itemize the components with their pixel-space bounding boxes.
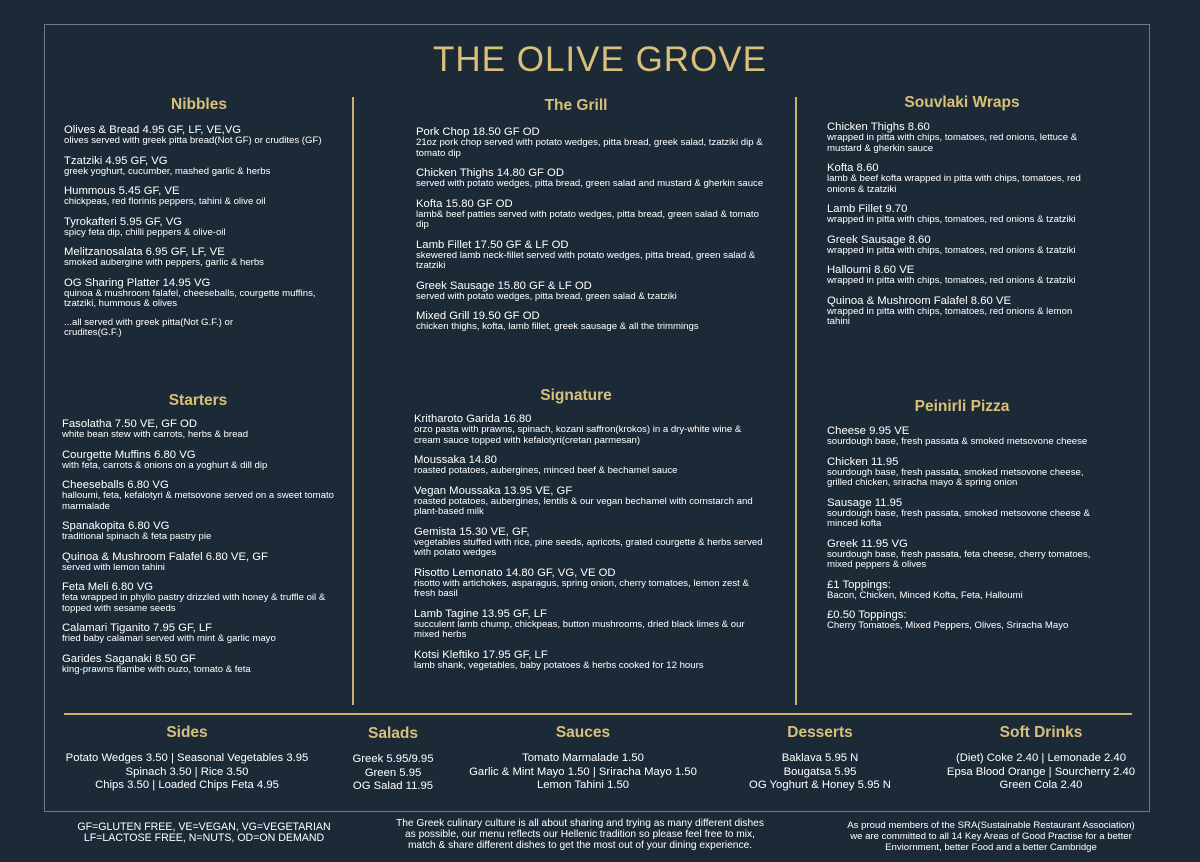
menu-item-description: risotto with artichokes, asparagus, spring onion, cherry tomatoes, lemon zest & fresh basil <box>414 577 749 599</box>
drinks-section <box>926 724 1156 793</box>
menu-item-name: Kritharoto Garida 16.80 <box>414 413 532 425</box>
menu-item-description: lamb shank, vegetables, baby potatoes & herbs cooked for 12 hours <box>414 659 704 671</box>
menu-item <box>414 526 766 559</box>
grill-section <box>416 97 766 341</box>
menu-item <box>827 456 1097 489</box>
allergen-legend <box>62 822 346 844</box>
menu-item <box>64 216 334 239</box>
menu-item-name: Sausage 11.95 <box>827 496 903 509</box>
menu-item <box>416 198 766 231</box>
menu-item-description: feta wrapped in phyllo pastry drizzled with honey & truffle oil & topped with sesame seeds <box>62 592 326 614</box>
legend-line: GF=GLUTEN FREE, VE=VEGAN, VG=VEGETARIAN <box>77 821 331 833</box>
menu-item <box>416 126 766 159</box>
salads-line: Green 5.95 <box>364 766 422 779</box>
nibbles-note: ...all served with greek pitta(Not G.F.) or crudites(G.F.) <box>64 316 234 338</box>
menu-item <box>827 295 1097 328</box>
menu-item-description: wrapped in pitta with chips, tomatoes, red onions & tzatziki <box>827 244 1076 256</box>
sra-note <box>818 820 1164 853</box>
menu-item-name: £0.50 Toppings: <box>827 609 907 621</box>
menu-item-name: Feta Meli 6.80 VG <box>62 581 154 593</box>
pizza-section <box>827 398 1097 640</box>
menu-item-description: white bean stew with carrots, herbs & bread <box>62 429 249 440</box>
menu-item <box>62 479 334 512</box>
menu-item-description: sourdough base, fresh passata, feta cheese, cherry tomatoes, mixed peppers & olives <box>827 548 1091 570</box>
menu-item <box>414 413 766 446</box>
souvlaki-title: Souvlaki Wraps <box>904 94 1020 111</box>
souvlaki-section <box>827 94 1097 336</box>
menu-item-name: Halloumi 8.60 VE <box>827 264 915 276</box>
sides-line: Potato Wedges 3.50 | Seasonal Vegetables 3.95 <box>65 752 309 764</box>
grill-list <box>416 126 766 333</box>
desserts-section <box>730 724 910 793</box>
starters-title: Starters <box>168 392 228 409</box>
menu-item <box>414 608 766 641</box>
menu-item-name: Fasolatha 7.50 VE, GF OD <box>62 418 197 430</box>
menu-item <box>827 609 1097 632</box>
sra-line: we are committed to all 14 Key Areas of Good Practise for a better <box>850 831 1132 842</box>
menu-item-name: Risotto Lemonato 14.80 GF, VG, VE OD <box>414 566 616 579</box>
desserts-title: Desserts <box>787 724 853 741</box>
grill-title: The Grill <box>544 97 608 114</box>
starters-list <box>62 418 334 675</box>
column-divider-left <box>352 97 354 705</box>
menu-item <box>827 538 1097 571</box>
menu-item-name: Chicken Thighs 14.80 GF OD <box>416 167 564 179</box>
menu-item-name: Garides Saganaki 8.50 GF <box>62 652 196 665</box>
sauces-title: Sauces <box>555 724 611 741</box>
menu-item-name: Greek 11.95 VG <box>827 537 908 550</box>
menu-item-description: chickpeas, red florinis peppers, tahini & olive oil <box>64 196 266 207</box>
drinks-title: Soft Drinks <box>999 724 1083 741</box>
menu-item-description: sourdough base, fresh passata & smoked metsovone cheese <box>827 436 1088 447</box>
menu-item <box>64 277 334 310</box>
desserts-line: Baklava 5.95 N <box>781 752 859 764</box>
menu-item-description: wrapped in pitta with chips, tomatoes, red onions & tzatziki <box>827 214 1076 225</box>
menu-item-description: roasted potatoes, aubergines, minced beef & bechamel sauce <box>414 465 678 476</box>
menu-item-name: Cheeseballs 6.80 VG <box>62 479 169 491</box>
menu-item <box>827 264 1097 287</box>
menu-item <box>416 239 766 272</box>
desserts-line: OG Yoghurt & Honey 5.95 N <box>749 779 891 791</box>
menu-item-description: halloumi, feta, kefalotyri & metsovone served on a sweet tomato marmalade <box>62 490 334 512</box>
menu-item <box>62 418 334 441</box>
menu-item <box>64 246 334 269</box>
menu-item-description: 21oz pork chop served with potato wedges, pitta bread, greek salad, tzatziki dip & tomato dip <box>416 137 763 159</box>
sides-line: Chips 3.50 | Loaded Chips Feta 4.95 <box>95 779 279 791</box>
menu-item-name: Moussaka 14.80 <box>414 454 497 466</box>
menu-item <box>64 155 334 178</box>
menu-item-description: served with potato wedges, pitta bread, green salad and mustard & gherkin sauce <box>416 178 764 189</box>
drinks-line: Epsa Blood Orange | Sourcherry 2.40 <box>946 765 1136 778</box>
menu-item-name: Chicken 11.95 <box>827 455 899 468</box>
signature-title: Signature <box>540 387 612 404</box>
nibbles-title: Nibbles <box>171 96 227 113</box>
menu-item-name: Kotsi Kleftiko 17.95 GF, LF <box>414 648 548 661</box>
starters-section <box>62 392 334 683</box>
menu-item <box>414 485 766 518</box>
menu-item-description: smoked aubergine with peppers, garlic & herbs <box>64 257 264 268</box>
legend-line: LF=LACTOSE FREE, N=NUTS, OD=ON DEMAND <box>83 832 325 844</box>
menu-item-description: greek yoghurt, cucumber, mashed garlic & herbs <box>64 165 271 177</box>
menu-item <box>62 520 334 543</box>
menu-item-name: Courgette Muffins 6.80 VG <box>62 448 196 461</box>
menu-item <box>416 167 766 190</box>
menu-item-description: skewered lamb neck-fillet served with potato wedges, pitta bread, green salad & tzatziki <box>416 249 756 271</box>
menu-item <box>827 234 1097 257</box>
menu-item <box>62 622 334 645</box>
culture-line: The Greek culinary culture is all about sharing and trying as many different dishes <box>396 818 764 829</box>
menu-item-description: roasted potatoes, aubergines, lentils & our vegan bechamel with cornstarch and plant-based milk <box>414 495 753 517</box>
menu-item-name: Kofta 15.80 GF OD <box>416 197 513 210</box>
menu-item-description: quinoa & mushroom falafel, cheeseballs, courgette muffins, tzatziki, hummous & olives <box>64 287 316 309</box>
menu-item <box>62 581 334 614</box>
sra-line: Enviornment, better Food and a better Cambridge <box>885 842 1097 853</box>
sauces-line: Garlic & Mint Mayo 1.50 | Sriracha Mayo 1.50 <box>469 765 697 778</box>
menu-item-description: Cherry Tomatoes, Mixed Peppers, Olives, Sriracha Mayo <box>827 620 1069 631</box>
salads-title: Salads <box>368 725 418 742</box>
menu-item-name: Olives & Bread 4.95 GF, LF, VE,VG <box>64 124 242 136</box>
menu-item-description: Bacon, Chicken, Minced Kofta, Feta, Halloumi <box>827 589 1023 601</box>
menu-item-name: Lamb Fillet 9.70 <box>827 203 908 215</box>
menu-item-name: Calamari Tiganito 7.95 GF, LF <box>62 622 213 634</box>
menu-item-description: olives served with greek pitta bread(Not GF) or crudites (GF) <box>64 135 322 146</box>
sides-section <box>54 724 320 793</box>
menu-item-name: Spanakopita 6.80 VG <box>62 520 170 532</box>
menu-item-description: lamb& beef patties served with potato wedges, pitta bread, green salad & tomato dip <box>416 208 759 230</box>
menu-item <box>414 567 766 600</box>
menu-item-name: Quinoa & Mushroom Falafel 6.80 VE, GF <box>62 550 268 563</box>
menu-item-name: Tyrokafteri 5.95 GF, VG <box>64 215 183 228</box>
salads-line: Greek 5.95/9.95 <box>352 753 434 765</box>
sides-line: Spinach 3.50 | Rice 3.50 <box>125 765 249 778</box>
sra-line: As proud members of the SRA(Sustainable Restaurant Association) <box>847 820 1135 831</box>
pizza-title: Peinirli Pizza <box>914 398 1010 415</box>
drinks-line: (Diet) Coke 2.40 | Lemonade 2.40 <box>956 752 1126 764</box>
menu-item <box>62 551 334 574</box>
sauces-line: Lemon Tahini 1.50 <box>536 779 630 791</box>
menu-item-description: spicy feta dip, chilli peppers & olive-oil <box>64 226 226 238</box>
culture-line: as possible, our menu reflects our Hellenic tradition so please feel free to mix, <box>405 829 755 840</box>
menu-item <box>414 454 766 477</box>
menu-item-name: Greek Sausage 8.60 <box>827 233 931 246</box>
sides-title: Sides <box>166 724 208 741</box>
menu-item-name: Tzatziki 4.95 GF, VG <box>64 154 168 167</box>
menu-item <box>827 203 1097 226</box>
menu-item-description: vegetables stuffed with rice, pine seeds, apricots, grated courgette & herbs served with potato wedges <box>414 536 763 558</box>
menu-item-description: wrapped in pitta with chips, tomatoes, red onions & tzatziki <box>827 275 1076 286</box>
sauces-line: Tomato Marmalade 1.50 <box>522 752 644 764</box>
menu-item-name: Lamb Fillet 17.50 GF & LF OD <box>416 238 569 251</box>
menu-item <box>62 653 334 676</box>
menu-item <box>414 649 766 672</box>
menu-item-name: Vegan Moussaka 13.95 VE, GF <box>414 484 573 497</box>
menu-item-description: succulent lamb chump, chickpeas, button mushrooms, dried black limes & our mixed herbs <box>414 618 745 640</box>
menu-item-description: sourdough base, fresh passata, smoked metsovone cheese & minced kofta <box>827 507 1090 529</box>
pizza-list <box>827 425 1097 632</box>
menu-item <box>64 185 334 208</box>
menu-item-description: traditional spinach & feta pastry pie <box>62 531 212 542</box>
menu-item-name: OG Sharing Platter 14.95 VG <box>64 276 211 289</box>
signature-list <box>414 413 766 671</box>
drinks-line: Green Cola 2.40 <box>999 779 1083 791</box>
menu-item-description: wrapped in pitta with chips, tomatoes, red onions, lettuce & mustard & gherkin sauce <box>827 132 1078 154</box>
menu-item-name: Hummous 5.45 GF, VE <box>64 185 180 197</box>
menu-item-name: Melitzanosalata 6.95 GF, LF, VE <box>64 246 225 258</box>
menu-item-description: with feta, carrots & onions on a yoghurt & dill dip <box>62 459 268 471</box>
menu-item <box>64 124 334 147</box>
nibbles-section <box>64 96 334 339</box>
menu-item-name: Gemista 15.30 VE, GF, <box>414 525 530 538</box>
menu-item-description: served with potato wedges, pitta bread, green salad & tzatziki <box>416 290 677 302</box>
signature-section <box>414 387 766 679</box>
menu-item-name: Lamb Tagine 13.95 GF, LF <box>414 607 547 620</box>
salads-section <box>338 725 448 794</box>
menu-item <box>827 425 1097 448</box>
menu-item-description: fried baby calamari served with mint & garlic mayo <box>62 633 276 644</box>
menu-item-name: Greek Sausage 15.80 GF & LF OD <box>416 279 592 292</box>
menu-item <box>827 121 1097 154</box>
restaurant-name: THE OLIVE GROVE <box>433 40 767 79</box>
menu-item-description: sourdough base, fresh passata, smoked metsovone cheese, grilled chicken, sriracha mayo & spring onion <box>827 466 1084 488</box>
column-divider-right <box>795 97 797 705</box>
souvlaki-list <box>827 121 1097 328</box>
menu-item-description: chicken thighs, kofta, lamb fillet, greek sausage & all the trimmings <box>416 321 699 332</box>
desserts-line: Bougatsa 5.95 <box>783 765 857 778</box>
menu-item-description: lamb & beef kofta wrapped in pitta with chips, tomatoes, red onions & tzatziki <box>827 173 1081 195</box>
menu-item-name: £1 Toppings: <box>827 578 891 591</box>
sauces-section <box>457 724 709 793</box>
menu-item-description: king-prawns flambe with ouzo, tomato & feta <box>62 663 251 675</box>
menu-item-name: Mixed Grill 19.50 GF OD <box>416 310 540 322</box>
menu-item <box>827 162 1097 195</box>
menu-item <box>416 310 766 333</box>
menu-item-name: Kofta 8.60 <box>827 162 879 174</box>
menu-item-name: Quinoa & Mushroom Falafel 8.60 VE <box>827 294 1011 307</box>
menu-item <box>827 497 1097 530</box>
menu-item-name: Pork Chop 18.50 GF OD <box>416 126 540 138</box>
menu-item <box>62 449 334 472</box>
nibbles-list <box>64 124 334 310</box>
menu-item <box>416 280 766 303</box>
menu-item-name: Cheese 9.95 VE <box>827 425 910 437</box>
menu-item-description: served with lemon tahini <box>62 561 165 573</box>
salads-line: OG Salad 11.95 <box>352 780 434 792</box>
culture-note <box>360 818 800 851</box>
menu-item-description: wrapped in pitta with chips, tomatoes, red onions & lemon tahini <box>827 305 1073 327</box>
menu-item <box>827 579 1097 602</box>
section-divider <box>64 713 1132 715</box>
menu-item-description: orzo pasta with prawns, spinach, kozani saffron(krokos) in a dry-white wine & cream sauce topped with kefalotyri(cretan parmesan) <box>414 424 742 446</box>
menu-item-name: Chicken Thighs 8.60 <box>827 121 930 133</box>
culture-line: match & share different dishes to get the most out of your dining experience. <box>407 840 753 851</box>
